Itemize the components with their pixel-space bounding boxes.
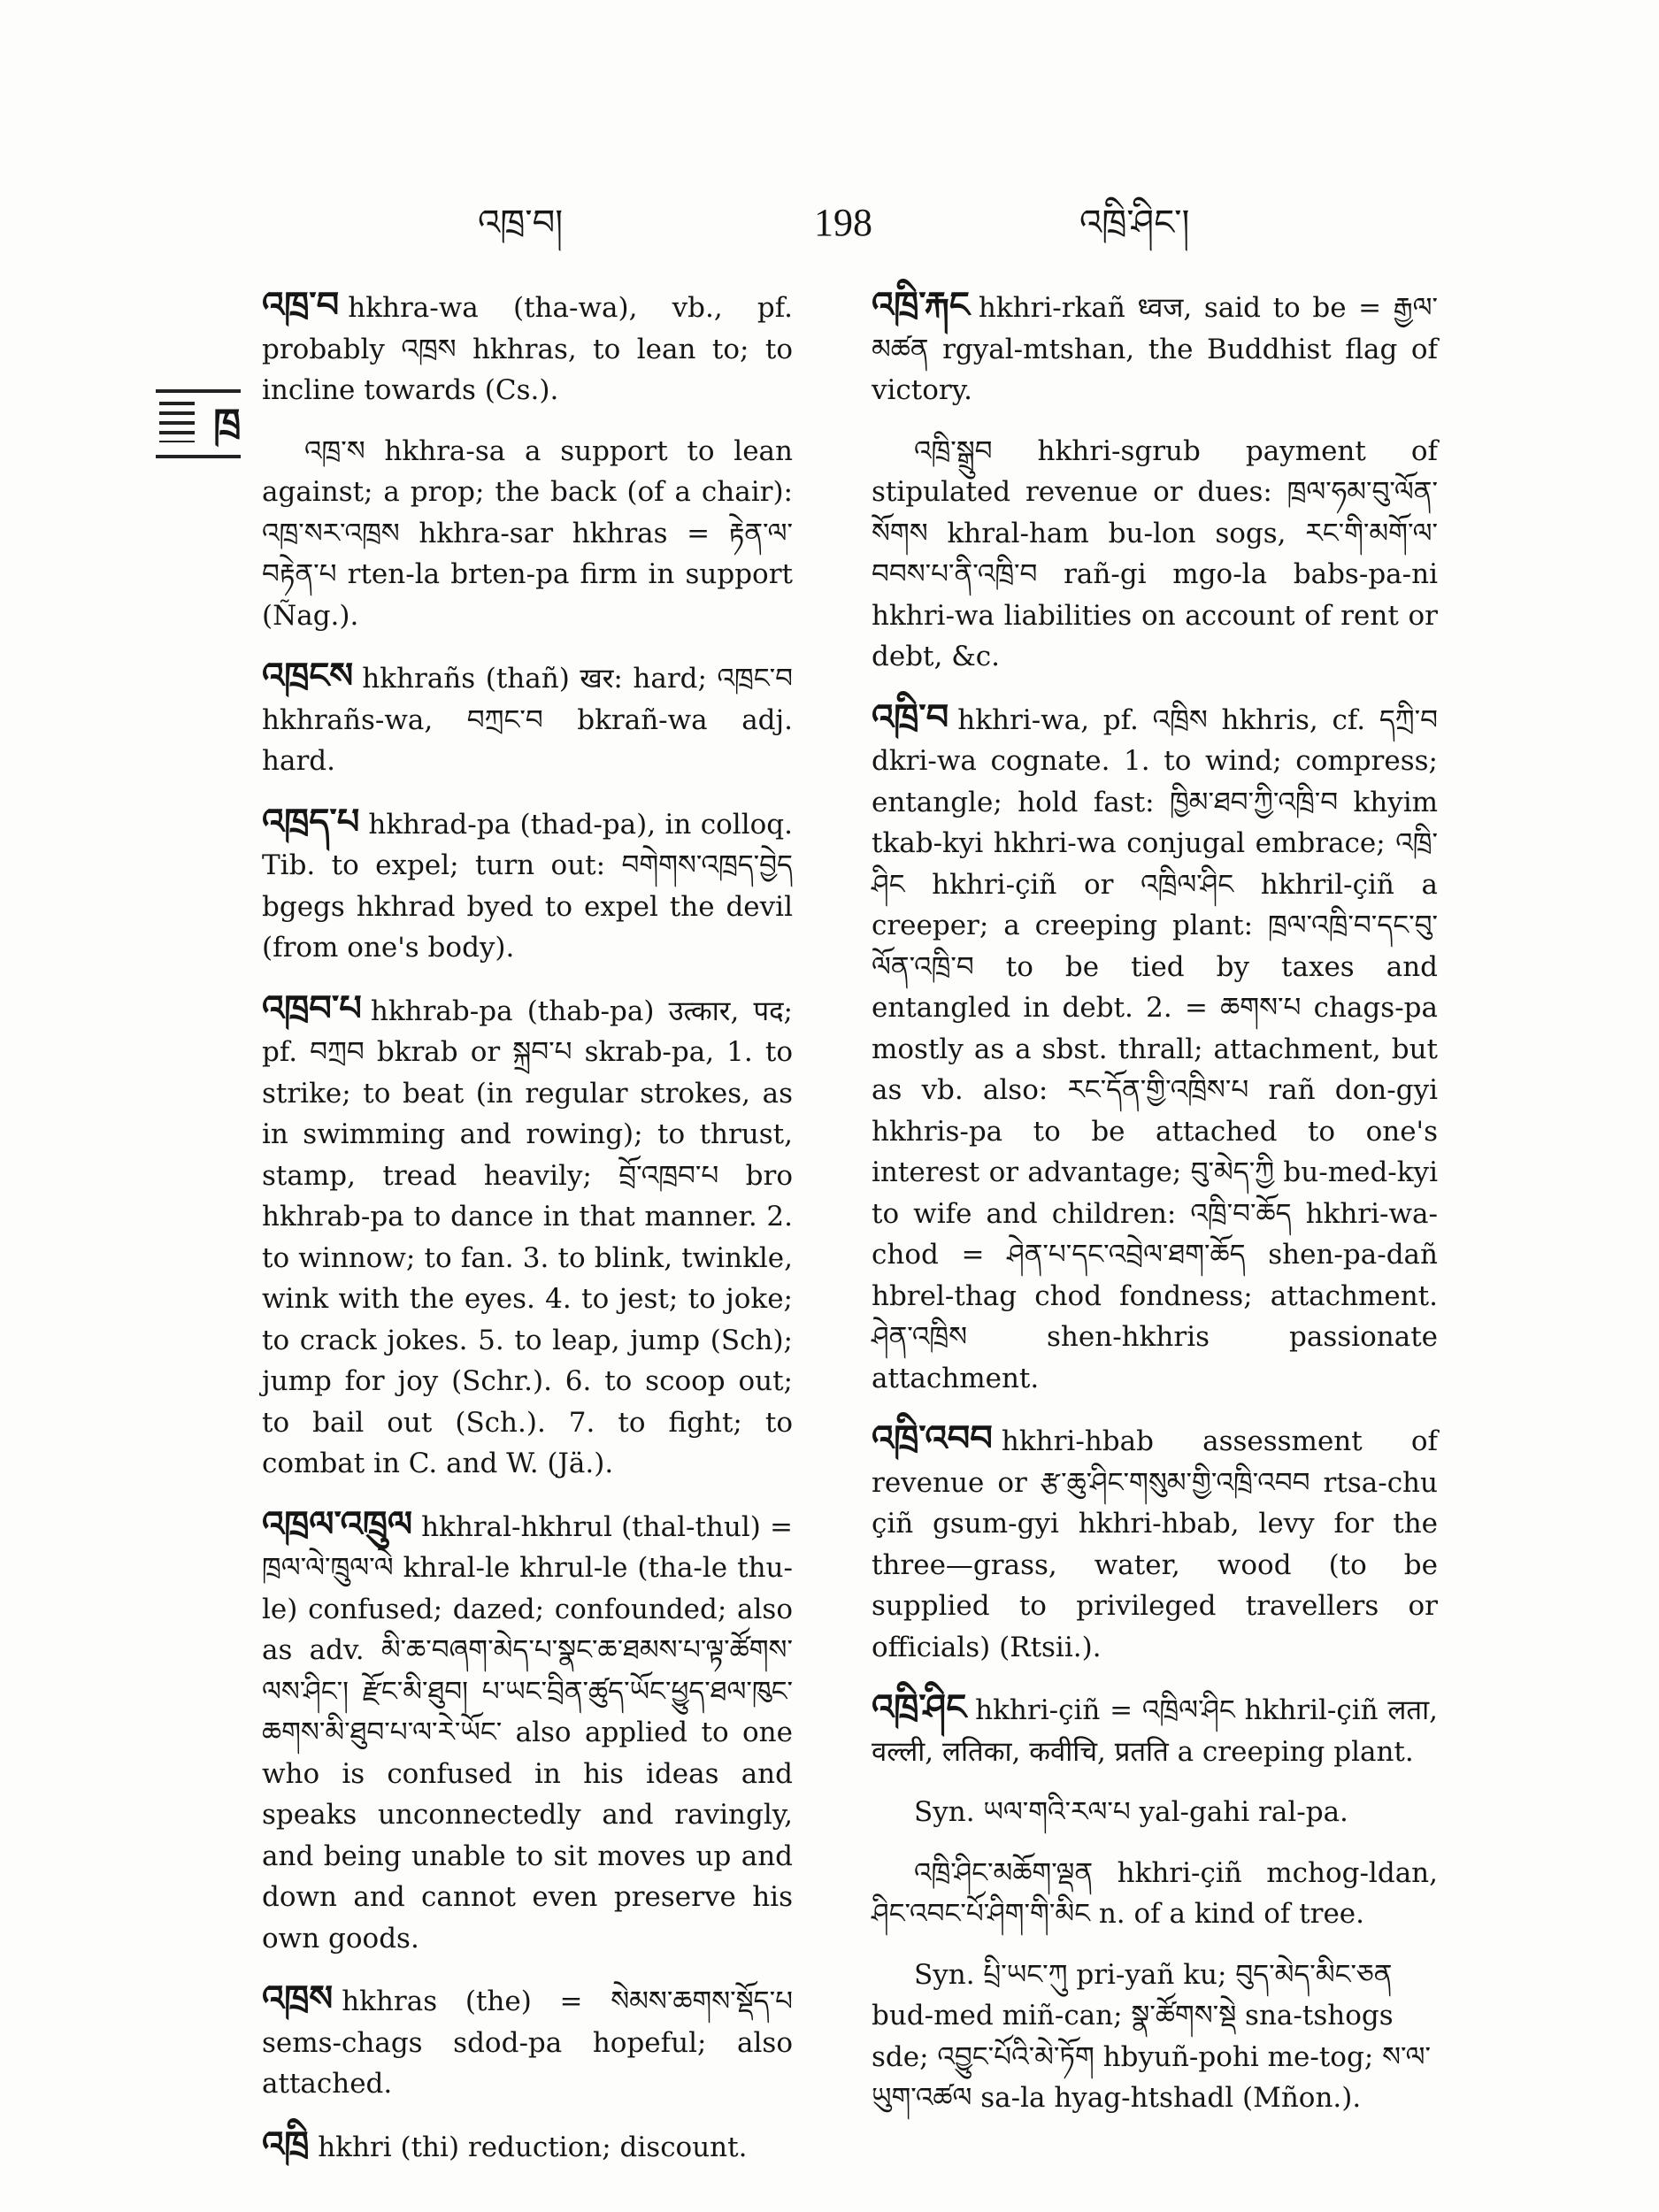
entry-headword: འཁྲད་པ (262, 800, 360, 842)
entry (262, 1504, 793, 1960)
entry (262, 656, 793, 782)
running-head-right: འཁྲི་ཤིང་། (1079, 203, 1190, 243)
entry (262, 802, 793, 969)
thumb-index-glyph: ཁྲ (213, 401, 241, 446)
entry (872, 1853, 1438, 1935)
page-number: 198 (814, 201, 872, 244)
entry-headword: འཁྲི་རྐང (872, 284, 970, 326)
entry-text: hkhri-çiñ = འཁྲིལ་ཤིང hkhril-çiñ लता, वल्ली, लतिका, कवीचि, प्रतति a creeping plant. (872, 1694, 1438, 1768)
entry (262, 988, 793, 1485)
entry-text: hkhri-rkañ ध्वज, said to be = རྒྱལ་མཚན rgyal-mtshan, the Buddhist flag of victory. (872, 292, 1438, 406)
entry-text: འཁྲི་སྒྲུབ hkhri-sgrub payment of stipulated revenue or dues: ཁྲལ་ཧམ་བུ་ལོན་སོགས khral-ham bu-lon sogs, རང་གི་མགོ་ལ་བབས་པ་ནི་འཁྲི་བ rañ-gi mgo-la babs-pa-ni hkhri-wa liabilities on account of rent or debt, &c. (872, 434, 1438, 672)
entry-headword: འཁྲི་འབབ (872, 1417, 993, 1459)
entry-headword: འཁྲ་བ (262, 284, 340, 326)
entry-text: hkhri (thi) reduction; discount. (318, 2131, 748, 2163)
entry-headword: འཁྲས (262, 1978, 334, 2019)
entry-text: hkhrad-pa (thad-pa), in colloq. Tib. to expel; turn out: བགེགས་འཁྲད་བྱེད bgegs hkhrad byed to expel the devil (from one's body). (262, 808, 793, 964)
synonym-line (872, 1792, 1438, 1833)
entry-text: Syn. པྲི་ཡང་ཀུ pri-yañ ku; བུད་མེད་མིང་ཅན bud-med miñ-can; སྣ་ཚོགས་སྡེ sna-tshogs sde; འབྱུང་པོའི་མེ་ཏོག hbyuñ-pohi me-tog; ས་ལ་ཡུག་འཚལ sa-la hyag-htshadl (Mñon.). (872, 1958, 1432, 2114)
entry (262, 431, 793, 637)
left-column (262, 285, 793, 2187)
synonym-line (872, 1955, 1438, 2119)
entry (872, 1418, 1438, 1668)
entry-text: hkhra-wa (tha-wa), vb., pf. probably འཁྲས hkhras, to lean to; to incline towards (Cs.). (262, 292, 793, 406)
entry (872, 697, 1438, 1400)
entry-headword: འཁྲི་ཤིང (872, 1686, 967, 1728)
entry-text: Syn. ཡལ་གའི་རལ་པ yal-gahi ral-pa. (914, 1796, 1348, 1828)
entry (262, 285, 793, 411)
entry (262, 1978, 793, 2105)
entry-text: hkhri-hbab assessment of revenue or རྩ་ཆུ་ཤིང་གསུམ་གྱི་འཁྲི་འབབ rtsa-chu çiñ gsum-gyi hkhri-hbab, levy for the three—grass, water, wood (to be supplied to privileged travellers or officials) (Rtsii.). (872, 1425, 1438, 1663)
entry-headword: འཁྲབ་པ (262, 987, 362, 1029)
entry-headword: འཁྲངས (262, 655, 354, 696)
right-column (872, 285, 1438, 2139)
running-head-left: འཁྲ་བ། (478, 203, 564, 243)
entry (262, 2124, 793, 2169)
entry-text: hkhral-hkhrul (thal-thul) = ཁྲལ་ལེ་ཁྲུལ་ལེ khral-le khrul-le (tha-le thu-le) confused; dazed; confounded; also as adv. མི་ཆ་བཞག་མེད་པ་སྣང་ཆ་ཐམས་པ་ལྟ་ཚོགས་ལས་ཤིང་། རྫོང་མི་ཐུབ། པ་ཡང་བྲིན་ཚུད་ཡོང་ཕྱུད་ཐལ་ཁུང་ཆགས་མི་ཐུབ་པ་ལ་རེ་ཡོང་ also applied to one who is confused in his ideas and speaks unconnectedly and ravingly, and being unable to sit moves up and down and cannot even preserve his own goods. (262, 1510, 793, 1955)
entry-text: hkhrañs (thañ) खर: hard; འཁྲང་བ hkhrañs-wa, བཀྲང་བ bkrañ-wa adj. hard. (262, 663, 793, 777)
entry (872, 285, 1438, 411)
thumb-index-tab[interactable] (156, 389, 241, 458)
entry-text: འཁྲ་ས hkhra-sa a support to lean against; a prop; the back (of a chair): འཁྲ་སར་འཁྲས hkhra-sar hkhras = རྟེན་ལ་བརྟེན་པ rten-la brten-pa firm in support (Ñag.). (262, 434, 793, 632)
entry-text: འཁྲི་ཤིང་མཆོག་ལྡན hkhri-çiñ mchog-ldan, ཤིང་འབང་པོ་ཤིག་གི་མིང n. of a kind of tree. (872, 1856, 1438, 1930)
entry-headword: འཁྲི (262, 2123, 310, 2165)
entry (872, 1687, 1438, 1772)
entry-headword: འཁྲི་བ (872, 695, 949, 738)
entry-text: hkhrab-pa (thab-pa) उत्कार, पद; pf. བཀྲབ bkrab or སྐྲབ་པ skrab-pa, 1. to strike; to beat (in regular strokes, as in swimming and rowing); to thrust, stamp, tread heavily; བྲོ་འཁྲབ་པ bro hkhrab-pa to dance in that manner. 2. to winnow; to fan. 3. to blink, twinkle, wink with the eyes. 4. to jest; to joke; to crack jokes. 5. to leap, jump (Sch); jump for joy (Schr.). 6. to scoop out; to bail out (Sch.). 7. to fight; to combat in C. and W. (Jä.). (262, 995, 793, 1479)
entry (872, 431, 1438, 678)
entry-text: hkhri-wa, pf. འཁྲིས hkhris, cf. དཀྲི་བ dkri-wa cognate. 1. to wind; compress; entangle; hold fast: ཁྱིམ་ཐབ་ཀྱི་འཁྲི་བ khyim tkab-kyi hkhri-wa conjugal embrace; འཁྲི་ཤིང hkhri-çiñ or འཁྲིལ་ཤིང hkhril-çiñ a creeper; a creeping plant: ཁྲལ་འཁྲི་བ་དང་བུ་ལོན་འཁྲི་བ to be tied by taxes and entangled in debt. 2. = ཆགས་པ chags-pa mostly as a sbst. thrall; attachment, but as vb. also: རང་དོན་གྱི་འཁྲིས་པ rañ don-gyi hkhris-pa to be attached to one's interest or advantage; བུ་མེད་ཀྱི bu-med-kyi to wife and children: འཁྲི་བ་ཆོད hkhri-wa-chod = ཤེན་པ་དང་འབྲེལ་ཐག་ཆོད shen-pa-dañ hbrel-thag chod fondness; attachment. ཤེན་འཁྲིས shen-hkhris passionate attachment. (872, 703, 1438, 1394)
entry-text: hkhras (the) = སེམས་ཆགས་སྡོད་པ sems-chags sdod-pa hopeful; also attached. (262, 1985, 793, 2100)
entry-headword: འཁྲལ་འཁྲུལ (262, 1502, 413, 1545)
